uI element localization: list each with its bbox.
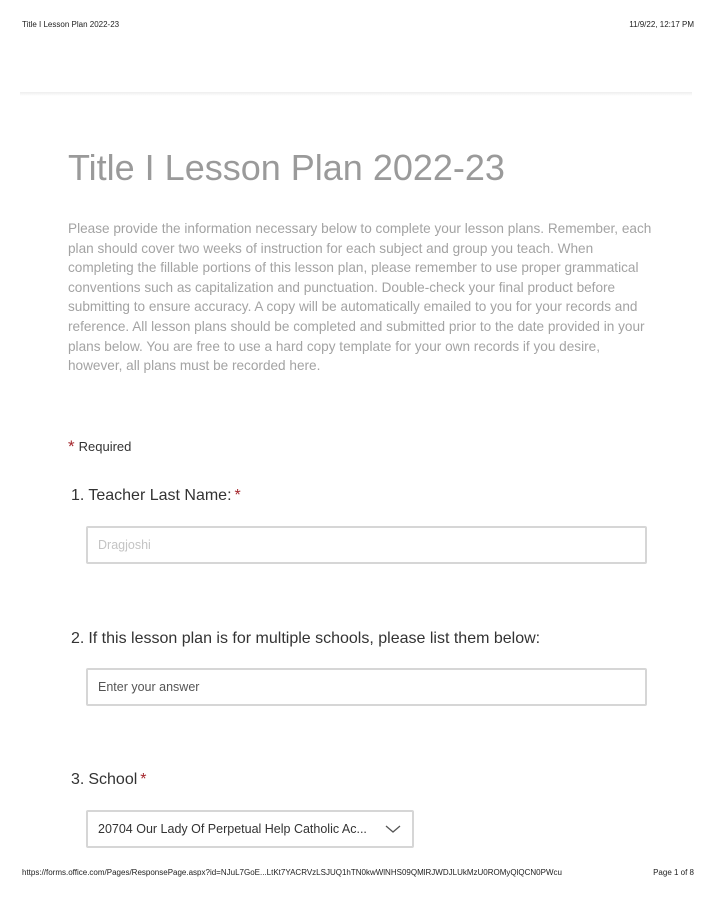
form-top-divider <box>20 92 692 96</box>
teacher-last-name-value: Dragjoshi <box>98 538 151 552</box>
question-1-number: 1. <box>71 487 85 504</box>
form-title: Title I Lesson Plan 2022-23 <box>68 147 505 188</box>
multiple-schools-placeholder: Enter your answer <box>98 680 200 694</box>
question-2-label: If this lesson plan is for multiple schools, please list them below: <box>88 630 541 647</box>
print-url: https://forms.office.com/Pages/ResponsePage.aspx?id=NJuL7GoE...LtKt7YACRVzLSJUQ1hTN0kwWlNHS09QMlRJWDJLUkMzU0ROMyQlQCN0PWcu <box>22 868 562 877</box>
question-1-label: Teacher Last Name: <box>88 487 232 504</box>
school-selected-value: 20704 Our Lady Of Perpetual Help Catholic Ac... <box>98 822 367 836</box>
school-select[interactable] <box>86 810 414 848</box>
question-1-required-star: * <box>234 487 241 504</box>
question-3-required-star: * <box>140 771 147 788</box>
print-datetime: 11/9/22, 12:17 PM <box>629 20 694 29</box>
teacher-last-name-input[interactable] <box>86 526 647 564</box>
question-1-title <box>71 487 241 505</box>
form-description: Please provide the information necessary below to complete your lesson plans. Remember, each plan should cover two weeks of instruction for each subject and group you teach. When completing the fillable portions of this lesson plan, please remember to use proper grammatical conventions such as capitalization and punctuation. Double-check your final product before submitting to ensure accuracy. A copy will be automatically emailed to you for your records and reference. All lesson plans should be completed and submitted prior to the date provided in your plans below. You are free to use a hard copy template for your own records if you desire, however, all plans must be recorded here. <box>68 221 652 374</box>
question-3-number: 3. <box>71 771 85 788</box>
question-2-number: 2. <box>71 630 85 647</box>
question-3-title <box>71 771 147 789</box>
print-doc-title: Title I Lesson Plan 2022-23 <box>22 20 120 29</box>
required-star: * <box>68 437 75 456</box>
print-page-number: Page 1 of 8 <box>653 868 694 877</box>
required-label: Required <box>78 439 132 454</box>
question-2-title <box>71 630 540 648</box>
chevron-down-icon <box>384 824 402 834</box>
multiple-schools-input[interactable] <box>86 668 647 706</box>
question-3-label: School <box>88 771 138 788</box>
required-note <box>68 437 131 457</box>
